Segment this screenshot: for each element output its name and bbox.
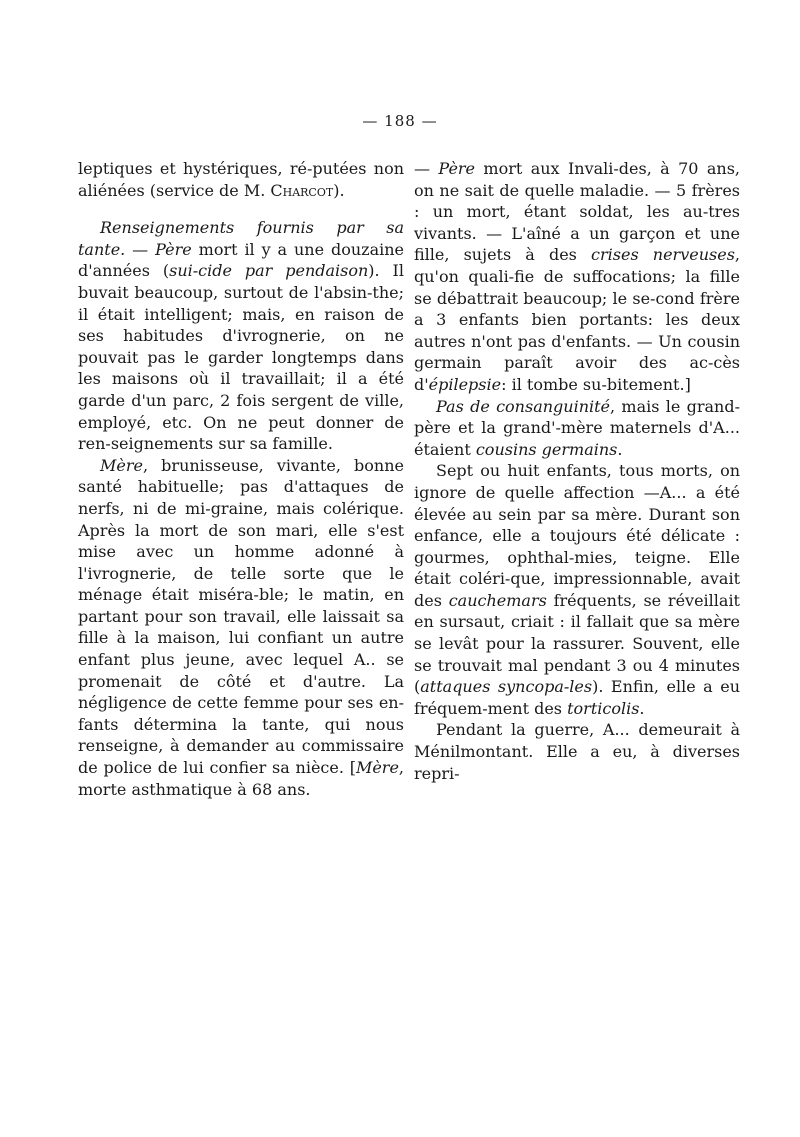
paragraph [414,158,740,396]
italic-term: épilepsie [428,374,502,394]
paragraph [414,396,740,461]
paragraph [78,455,404,801]
text-run: : il tombe su-bitement.] [501,374,691,394]
text-run: fréquents, se réveillait en sursaut, criait : il fallait que sa mère se levât pour la rassurer. Souvent, elle se trouvait mal pendant 3 ou 4 minutes ( [414,590,740,697]
text-run: — [125,239,156,259]
italic-term: sui-cide par pendaison [169,261,369,281]
name-charcot: Charcot [270,180,334,200]
page-number-header: — 188 — [362,112,438,130]
text-run: , qu'on quali-fie de suffocations; la fille se débattrait beaucoup; le se-cond frère a 3 enfants bien portants: les deux autres n'ont pas d'enfants. — Un cousin germain paraît avoir des ac-cès d' [414,245,740,394]
italic-term: torticolis [567,698,640,718]
text-run: mort il y a une douzaine d'années ( [78,239,405,281]
text-run: , brunisseuse, vivante, bonne santé habituelle; pas d'attaques de nerfs, ni de mi-graine, mais colérique. Après la mort de son mari, elle s'est mise avec un homme adonné à l'ivrognerie, de telle sorte que le ménage était miséra-ble; le matin, en partant pour son travail, elle laissait sa fille à la maison, lui confiant un autre enfant plus jeune, avec lequel A.. se promenait de côté et d'autre. La négligence de cette femme pour ses en-fants détermina la tante, qui nous renseigne, à demander au commissaire de police de lui confier sa nièce. [ [78,455,404,778]
left-column [78,158,404,800]
paragraph: Pendant la guerre, A... demeurait à Ménilmontant. Elle a eu, à diverses repri- [414,720,740,783]
italic-term: crises nerveuses [591,245,735,265]
italic-term: attaques syncopa-les [420,677,593,697]
italic-term: Mère [100,455,143,475]
text-run: — [414,159,439,178]
paragraph [414,460,740,719]
text-run: leptiques et hystériques, ré-putées non aliénées (service de M. [78,159,404,200]
paragraph [78,217,404,455]
italic-term: Pas de consanguinité [436,396,611,416]
text-run: mort aux Invali-des, à 70 ans, on ne sait de quelle maladie. — 5 frères : un mort, étant soldat, les au-tres vivants. — L'aîné a un garçon et une fille, sujets à des [414,159,740,265]
text-run: ). [333,180,345,200]
paragraph [78,158,404,201]
text-run: , mais le grand-père et la grand'-mère maternels d'A... étaient [414,396,740,459]
section-heading: Renseignements fournis par sa tante. [78,218,404,259]
italic-term: cauchemars [448,590,547,610]
italic-term: Père [155,239,192,259]
text-run: , morte asthmatique à 68 ans. [78,758,404,799]
text-run: . [617,439,623,459]
text-run: Sept ou huit enfants, tous morts, on ignore de quelle affection —A... a été élevée au sein par sa mère. Durant son enfance, elle a toujours été délicate : gourmes, ophthal-mies, teigne. Elle était coléri-que, impressionnable, avait des [414,461,740,610]
italic-term: Père [438,159,476,178]
italic-term: Mère [355,758,399,778]
text-run: . [639,698,645,718]
italic-term: cousins germains [475,439,618,459]
text-run: ). Enfin, elle a eu fréquem-ment des [414,677,741,718]
text-run: ). Il buvait beaucoup, surtout de l'absin-the; il était intelligent; mais, en raison de ses habitudes d'ivrognerie, on ne pouvait pas le garder longtemps dans les maisons où il travaillait; il a été garde d'un parc, 2 fois sergent de ville, employé, etc. On ne peut donner de ren-seignements sur sa famille. [78,261,404,454]
right-column [414,158,740,784]
